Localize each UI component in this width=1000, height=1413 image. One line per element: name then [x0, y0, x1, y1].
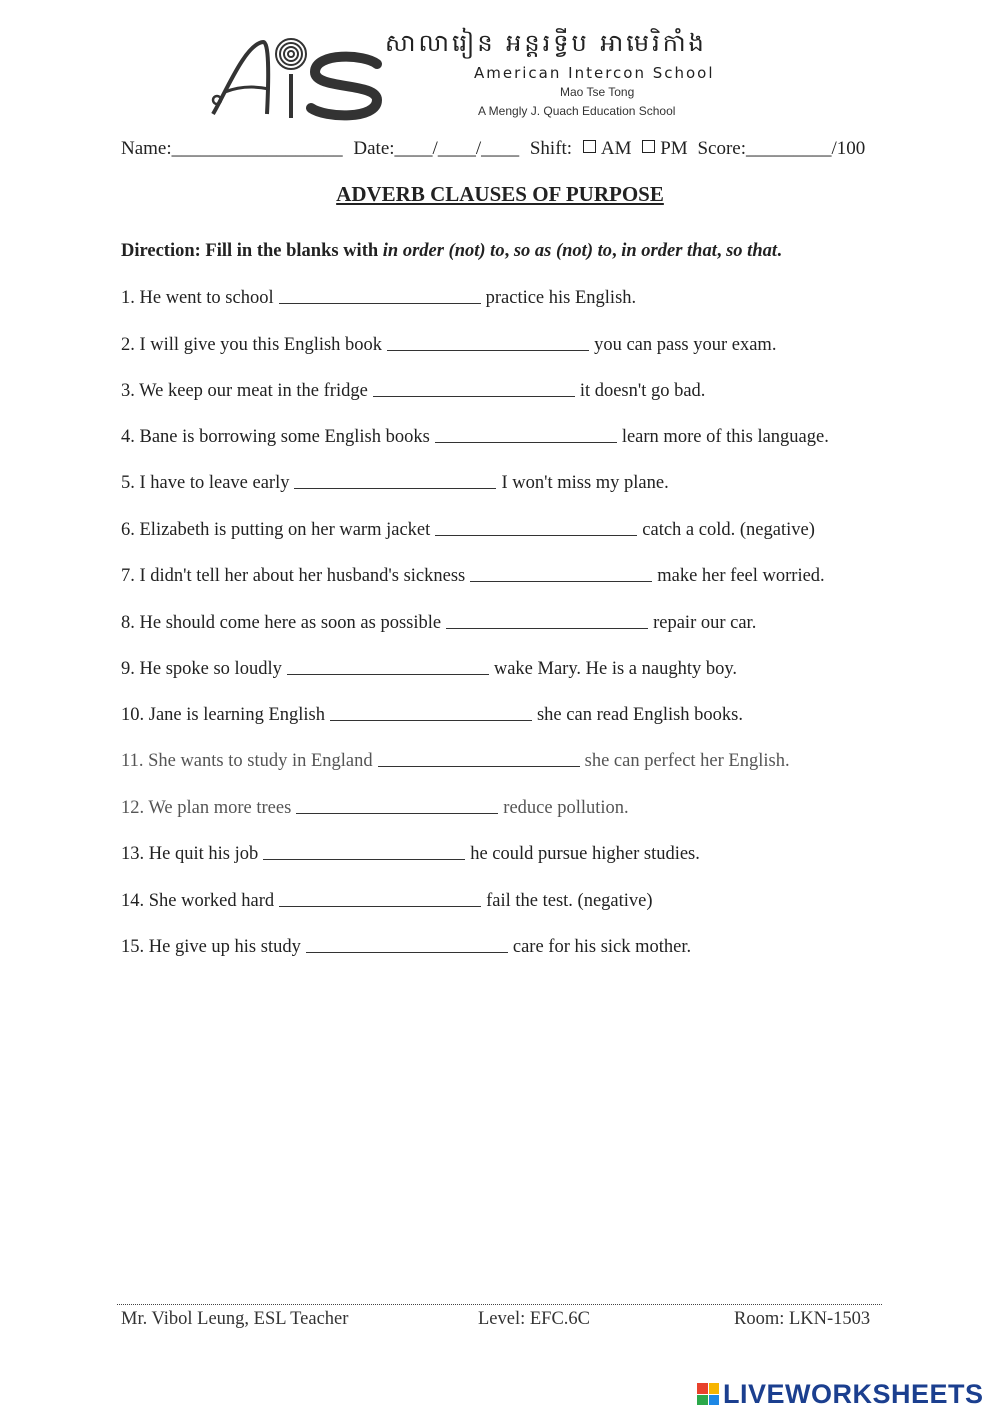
option-in-order-that: in order that: [621, 241, 717, 261]
answer-blank[interactable]: [435, 519, 637, 536]
question-text: care for his sick mother.: [512, 937, 692, 957]
question-15: [121, 936, 691, 958]
answer-blank[interactable]: [470, 565, 652, 582]
student-info-line: [121, 138, 891, 160]
question-9: [121, 658, 737, 680]
option-in-order-to: in order (not) to: [382, 241, 505, 261]
direction-separator: ,: [612, 241, 622, 261]
question-text: practice his English.: [485, 288, 637, 308]
answer-blank[interactable]: [330, 704, 532, 721]
footer-teacher: Mr. Vibol Leung, ESL Teacher: [121, 1309, 349, 1329]
question-text: wake Mary. He is a naughty boy.: [493, 659, 738, 679]
question-5: [121, 472, 669, 494]
liveworksheets-logo-icon: [697, 1383, 719, 1405]
am-checkbox[interactable]: [583, 140, 596, 153]
question-3: [121, 380, 705, 402]
answer-blank[interactable]: [387, 334, 589, 351]
question-11: [121, 750, 790, 772]
liveworksheets-watermark[interactable]: [697, 1379, 984, 1409]
option-so-that: so that: [726, 241, 778, 261]
pm-checkbox[interactable]: [642, 140, 655, 153]
name-field[interactable]: Name:__________________: [121, 138, 343, 159]
question-text: 2. I will give you this English book: [121, 335, 383, 355]
answer-blank[interactable]: [378, 750, 580, 767]
school-name-english: American Intercon School: [474, 64, 715, 82]
question-text: she can perfect her English.: [584, 751, 790, 771]
answer-blank[interactable]: [263, 843, 465, 860]
question-text: she can read English books.: [536, 705, 744, 725]
question-4: [121, 426, 829, 448]
worksheet-title: ADVERB CLAUSES OF PURPOSE: [336, 182, 664, 206]
question-text: it doesn't go bad.: [579, 381, 706, 401]
question-text: 14. She worked hard: [121, 891, 275, 911]
direction-text: [121, 241, 782, 262]
question-text: 13. He quit his job: [121, 844, 259, 864]
question-text: 8. He should come here as soon as possible: [121, 613, 442, 633]
question-text: 5. I have to leave early: [121, 473, 290, 493]
question-text: 3. We keep our meat in the fridge: [121, 381, 368, 401]
question-text: 15. He give up his study: [121, 937, 301, 957]
question-10: [121, 704, 743, 726]
school-tagline: A Mengly J. Quach Education School: [478, 104, 676, 118]
am-label: AM: [600, 138, 632, 159]
question-text: fail the test. (negative): [486, 891, 653, 911]
question-13: [121, 843, 700, 865]
answer-blank[interactable]: [306, 936, 508, 953]
school-branch: Mao Tse Tong: [560, 85, 635, 99]
answer-blank[interactable]: [287, 658, 489, 675]
question-text: you can pass your exam.: [594, 335, 777, 355]
answer-blank[interactable]: [279, 890, 481, 907]
direction-prefix: Direction: Fill in the blanks with: [121, 241, 383, 261]
answer-blank[interactable]: [296, 797, 498, 814]
direction-separator: ,: [504, 241, 514, 261]
question-text: learn more of this language.: [621, 427, 829, 447]
option-so-as-to: so as (not) to: [513, 241, 612, 261]
question-2: [121, 334, 776, 356]
question-text: 9. He spoke so loudly: [121, 659, 282, 679]
question-6: [121, 519, 815, 541]
footer-divider: [117, 1304, 882, 1305]
question-text: 4. Bane is borrowing some English books: [121, 427, 430, 447]
answer-blank[interactable]: [373, 380, 575, 397]
question-text: I won't miss my plane.: [501, 473, 669, 493]
question-text: 11. She wants to study in England: [121, 751, 373, 771]
question-8: [121, 612, 756, 634]
question-7: [121, 565, 825, 587]
score-field[interactable]: Score:_________/100: [697, 138, 866, 159]
question-text: make her feel worried.: [657, 566, 825, 586]
question-text: catch a cold. (negative): [642, 520, 815, 540]
answer-blank[interactable]: [446, 612, 648, 629]
footer-level: Level: EFC.6C: [478, 1309, 591, 1329]
question-1: [121, 287, 636, 309]
school-logo: [205, 34, 385, 124]
question-text: 10. Jane is learning English: [121, 705, 325, 725]
shift-label: Shift:: [529, 138, 573, 159]
school-name-khmer: សាលារៀន អន្តរទ្វីប អាមេរិកាំង: [385, 29, 707, 57]
liveworksheets-label: LIVEWORKSHEETS: [723, 1378, 984, 1409]
answer-blank[interactable]: [279, 287, 481, 304]
footer-room: Room: LKN-1503: [734, 1309, 871, 1329]
direction-separator: ,: [716, 241, 727, 261]
question-text: reduce pollution.: [503, 798, 629, 818]
answer-blank[interactable]: [435, 426, 617, 443]
question-text: 6. Elizabeth is putting on her warm jacket: [121, 520, 431, 540]
pm-label: PM: [660, 138, 688, 159]
question-text: 7. I didn't tell her about her husband's sickness: [121, 566, 466, 586]
question-14: [121, 890, 653, 912]
question-text: he could pursue higher studies.: [470, 844, 700, 864]
answer-blank[interactable]: [294, 472, 496, 489]
question-text: 1. He went to school: [121, 288, 274, 308]
question-text: 12. We plan more trees: [121, 798, 292, 818]
question-12: [121, 797, 629, 819]
question-text: repair our car.: [653, 613, 757, 633]
date-field[interactable]: Date:____/____/____: [353, 138, 520, 159]
direction-end: .: [777, 241, 782, 261]
